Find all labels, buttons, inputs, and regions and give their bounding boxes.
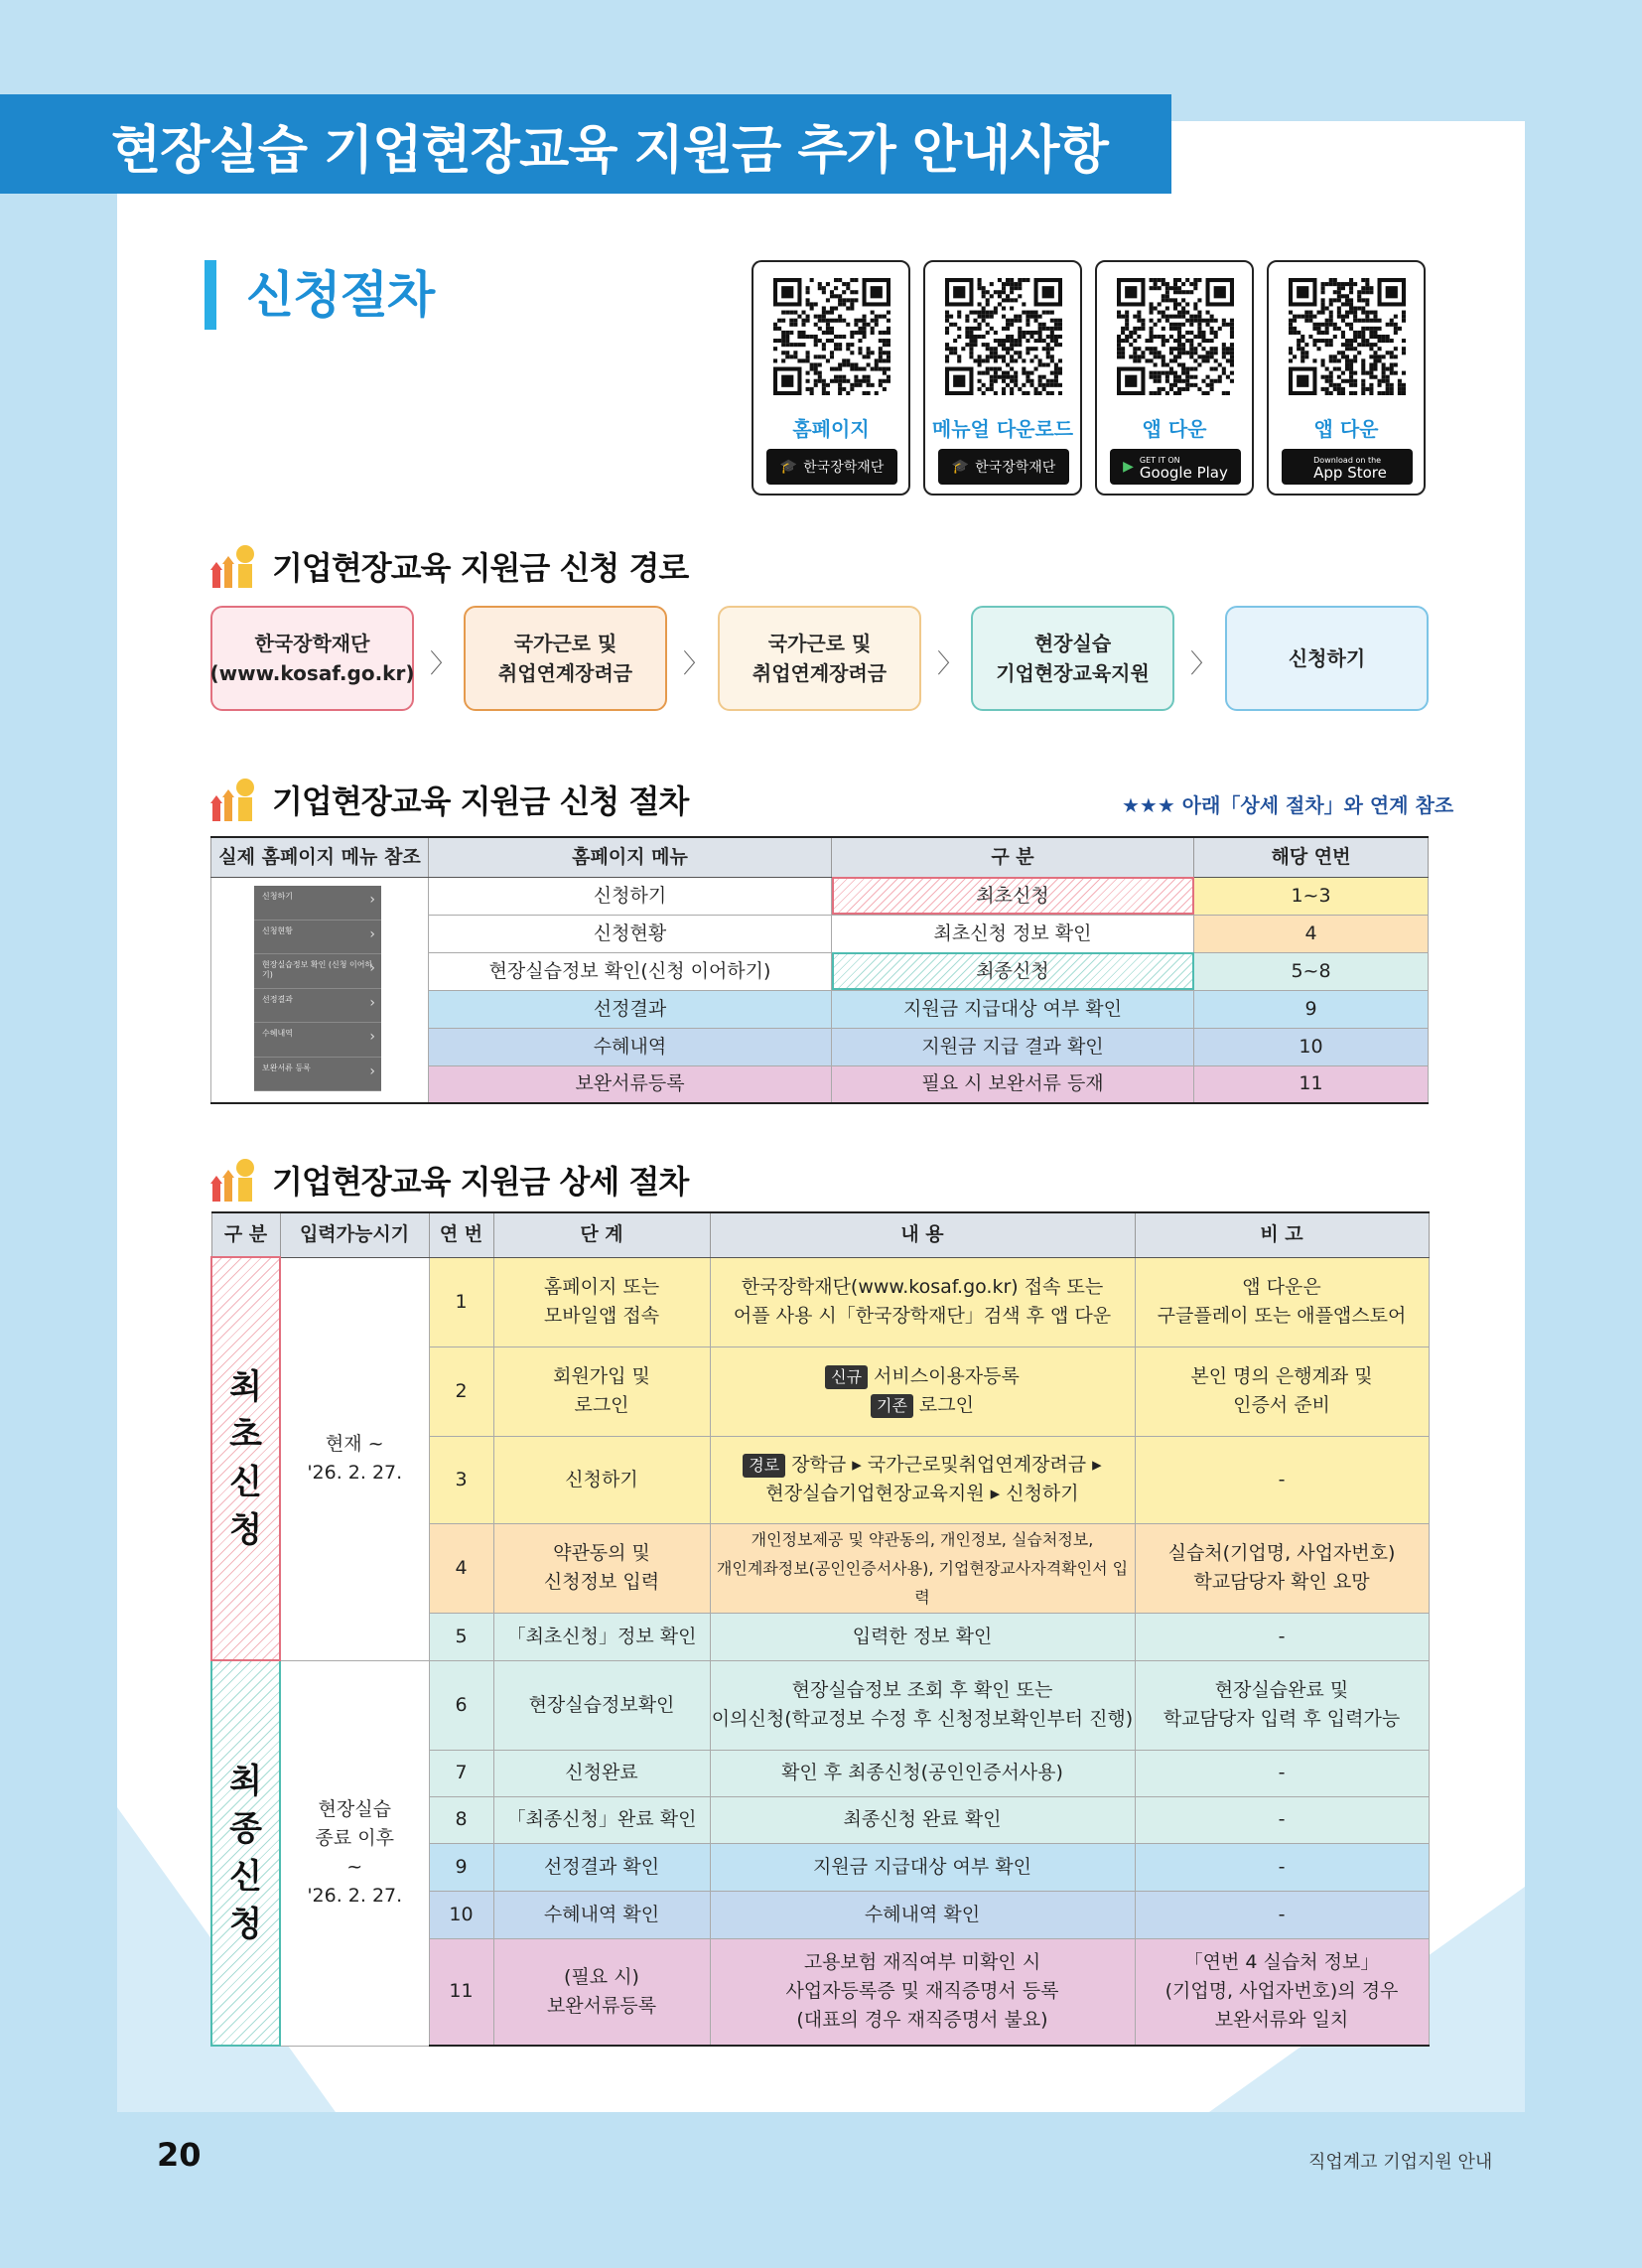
chart-coin-icon bbox=[210, 542, 258, 590]
note-cell bbox=[1135, 1257, 1429, 1347]
menu-cell: 신청하기 bbox=[429, 877, 832, 915]
note-text: 본인 명의 은행계좌 및 인증서 준비 bbox=[1190, 1365, 1373, 1416]
content-cell bbox=[710, 1523, 1135, 1613]
note-text: 앱 다운은 구글플레이 또는 애플앱스토어 bbox=[1157, 1276, 1407, 1327]
note-cell: - bbox=[1135, 1796, 1429, 1843]
qr-code-icon bbox=[1117, 278, 1234, 395]
content-text: 현장실습정보 조회 후 확인 또는 이의신청(학교정보 수정 후 신청정보확인부터 진행) bbox=[711, 1679, 1134, 1730]
kind-cell: 최초신청 정보 확인 bbox=[832, 915, 1194, 952]
detail-table bbox=[210, 1211, 1430, 2047]
badge-subtext: Download on the bbox=[1313, 456, 1382, 465]
step-cell bbox=[493, 1523, 710, 1613]
table-header-row bbox=[211, 1212, 1429, 1257]
note-cell: - bbox=[1135, 1843, 1429, 1891]
step-cell: 선정결과 확인 bbox=[493, 1843, 710, 1891]
reference-note: ★★★ 아래「상세 절차」와 연계 참조 bbox=[1122, 793, 1454, 817]
homepage-menu-screenshot bbox=[254, 886, 381, 1091]
route-step-5 bbox=[1225, 606, 1429, 711]
content-text: 고용보험 재직여부 미확인 시 사업자등록증 및 재직증명서 등록 (대표의 경우 재직증명서 불요) bbox=[785, 1951, 1059, 2032]
graduation-cap-icon: 🎓 bbox=[779, 459, 798, 475]
route-step-1 bbox=[210, 606, 414, 711]
column-header: 구 분 bbox=[211, 1212, 280, 1257]
content-cell bbox=[710, 1938, 1135, 2046]
existing-user-tag: 기존 bbox=[871, 1394, 913, 1418]
number-cell: 5 bbox=[429, 1613, 493, 1660]
google-play-badge bbox=[1110, 449, 1241, 485]
new-user-tag: 신규 bbox=[825, 1365, 868, 1389]
menu-cell: 선정결과 bbox=[429, 990, 832, 1028]
kind-cell: 지원금 지급 결과 확인 bbox=[832, 1028, 1194, 1065]
step-cell: 「최종신청」완료 확인 bbox=[493, 1796, 710, 1843]
qr-label: 홈페이지 bbox=[792, 417, 870, 441]
step-text: 홈페이지 또는 모바일앱 접속 bbox=[543, 1276, 660, 1327]
step-cell bbox=[493, 1257, 710, 1347]
column-header: 입력가능시기 bbox=[280, 1212, 429, 1257]
content-cell: 최종신청 완료 확인 bbox=[710, 1796, 1135, 1843]
kind-cell: 최초신청 bbox=[832, 877, 1194, 915]
column-header: 연 번 bbox=[429, 1212, 493, 1257]
route-step-3 bbox=[718, 606, 921, 711]
badge-text: Google Play bbox=[1139, 464, 1228, 482]
chevron-right-icon: 〉 bbox=[937, 649, 964, 679]
note-cell: - bbox=[1135, 1891, 1429, 1938]
section-title bbox=[205, 260, 434, 330]
table-header-row bbox=[211, 837, 1429, 877]
section-title-text: 신청절차 bbox=[246, 266, 435, 324]
menu-shot-item: 보완서류 등록 › bbox=[254, 1058, 381, 1092]
content-cell bbox=[710, 1347, 1135, 1436]
kosaf-badge bbox=[766, 449, 897, 485]
number-cell: 4 bbox=[429, 1523, 493, 1613]
column-header: 비 고 bbox=[1135, 1212, 1429, 1257]
route-step-4 bbox=[971, 606, 1174, 711]
number-cell: 3 bbox=[429, 1436, 493, 1523]
table-row bbox=[211, 1257, 1429, 1347]
number-cell: 10 bbox=[1194, 1028, 1429, 1065]
phase-final-label bbox=[211, 1660, 280, 2046]
badge-text: App Store bbox=[1313, 464, 1387, 482]
badge-text: 한국장학재단 bbox=[803, 460, 885, 476]
route-step-2 bbox=[464, 606, 667, 711]
route-step-label: 현장실습 기업현장교육지원 bbox=[996, 632, 1150, 685]
menu-cell: 신청현황 bbox=[429, 915, 832, 952]
route-tag: 경로 bbox=[743, 1454, 785, 1478]
menu-shot-item: 신청하기 › bbox=[254, 886, 381, 921]
number-cell: 2 bbox=[429, 1347, 493, 1436]
route-step-label: 신청하기 bbox=[1288, 646, 1366, 670]
step-cell: 신청완료 bbox=[493, 1750, 710, 1796]
menu-cell: 보완서류등록 bbox=[429, 1065, 832, 1103]
note-cell: - bbox=[1135, 1436, 1429, 1523]
note-cell: - bbox=[1135, 1750, 1429, 1796]
menu-shot-item: 신청현황 › bbox=[254, 921, 381, 955]
chevron-right-icon: 〉 bbox=[683, 649, 710, 679]
route-step-label: 국가근로 및 취업연계장려금 bbox=[497, 632, 633, 685]
chevron-right-icon: 〉 bbox=[1190, 649, 1217, 679]
content-text: 장학금 ▸ 국가근로및취업연계장려금 ▸ bbox=[791, 1454, 1102, 1476]
qr-code-icon bbox=[1289, 278, 1406, 395]
procedure-heading bbox=[210, 775, 688, 824]
app-store-badge bbox=[1282, 449, 1413, 485]
content-cell bbox=[710, 1436, 1135, 1523]
step-text: (필요 시) 보완서류등록 bbox=[546, 1965, 657, 2017]
menu-cell: 현장실습정보 확인(신청 이어하기) bbox=[429, 952, 832, 990]
route-heading bbox=[210, 541, 688, 591]
chevron-right-icon: 〉 bbox=[430, 649, 457, 679]
qr-label: 앱 다운 bbox=[1142, 417, 1207, 441]
google-play-icon: ▶ bbox=[1123, 459, 1134, 475]
number-cell: 8 bbox=[429, 1796, 493, 1843]
step-cell bbox=[493, 1938, 710, 2046]
table-row bbox=[211, 1660, 1429, 1750]
kosaf-badge bbox=[938, 449, 1069, 485]
procedure-heading-text: 기업현장교육 지원금 신청 절차 bbox=[272, 782, 689, 820]
number-cell: 7 bbox=[429, 1750, 493, 1796]
route-heading-text: 기업현장교육 지원금 신청 경로 bbox=[272, 549, 689, 587]
note-cell bbox=[1135, 1523, 1429, 1613]
menu-cell: 수혜내역 bbox=[429, 1028, 832, 1065]
page-title: 현장실습 기업현장교육 지원금 추가 안내사항 bbox=[111, 121, 1108, 181]
step-text: 약관동의 및 신청정보 입력 bbox=[543, 1542, 660, 1593]
period-cell bbox=[280, 1660, 429, 2046]
content-cell: 확인 후 최종신청(공인인증서사용) bbox=[710, 1750, 1135, 1796]
number-cell: 1 bbox=[429, 1257, 493, 1347]
number-cell: 5~8 bbox=[1194, 952, 1429, 990]
footer-text: 직업계고 기업지원 안내 bbox=[1308, 2152, 1493, 2173]
qr-card-manual[interactable] bbox=[923, 260, 1082, 496]
kind-cell: 필요 시 보완서류 등재 bbox=[832, 1065, 1194, 1103]
note-cell bbox=[1135, 1347, 1429, 1436]
content-text: 서비스이용자등록 bbox=[874, 1365, 1020, 1387]
number-cell: 6 bbox=[429, 1660, 493, 1750]
qr-code-icon bbox=[773, 278, 890, 395]
note-cell: - bbox=[1135, 1613, 1429, 1660]
qr-card-google-play[interactable] bbox=[1095, 260, 1254, 496]
phase-text: 최 종 신 청 bbox=[229, 1762, 262, 1944]
content-text: 로그인 bbox=[918, 1394, 974, 1416]
step-text: 회원가입 및 로그인 bbox=[553, 1365, 650, 1416]
step-cell: 현장실습정보확인 bbox=[493, 1660, 710, 1750]
menu-shot-item: 선정결과 › bbox=[254, 989, 381, 1024]
period-text: 현장실습 종료 이후 ~ '26. 2. 27. bbox=[307, 1798, 403, 1907]
column-header: 홈페이지 메뉴 bbox=[429, 837, 832, 877]
qr-card-homepage[interactable] bbox=[752, 260, 910, 496]
number-cell: 11 bbox=[429, 1938, 493, 2046]
step-cell: 수혜내역 확인 bbox=[493, 1891, 710, 1938]
qr-label: 메뉴얼 다운로드 bbox=[931, 417, 1074, 441]
menu-shot-item: 수혜내역 › bbox=[254, 1023, 381, 1058]
content-cell: 입력한 정보 확인 bbox=[710, 1613, 1135, 1660]
step-cell bbox=[493, 1347, 710, 1436]
number-cell: 9 bbox=[429, 1843, 493, 1891]
note-cell bbox=[1135, 1660, 1429, 1750]
column-header: 내 용 bbox=[710, 1212, 1135, 1257]
route-step-label: 한국장학재단 (www.kosaf.go.kr) bbox=[209, 632, 415, 685]
note-text: 실습처(기업명, 사업자번호) 학교담당자 확인 요망 bbox=[1167, 1542, 1396, 1593]
content-cell: 수혜내역 확인 bbox=[710, 1891, 1135, 1938]
title-bar bbox=[0, 94, 1171, 194]
column-header: 단 계 bbox=[493, 1212, 710, 1257]
qr-code-icon bbox=[945, 278, 1062, 395]
note-text: 「연번 4 실습처 정보」 (기업명, 사업자번호)의 경우 보완서류와 일치 bbox=[1164, 1951, 1399, 2032]
note-text: 현장실습완료 및 학교담당자 입력 후 입력가능 bbox=[1163, 1679, 1401, 1730]
menu-shot-item: 현장실습정보 확인 (신청 이어하기) › bbox=[254, 954, 381, 989]
content-text: 한국장학재단(www.kosaf.go.kr) 접속 또는 어플 사용 시「한국장학재단」검색 후 앱 다운 bbox=[733, 1276, 1112, 1327]
content-cell bbox=[710, 1257, 1135, 1347]
chart-coin-icon bbox=[210, 776, 258, 823]
content-text: 현장실습기업현장교육지원 ▸ 신청하기 bbox=[765, 1483, 1079, 1504]
step-cell: 「최초신청」정보 확인 bbox=[493, 1613, 710, 1660]
content-cell bbox=[710, 1660, 1135, 1750]
note-cell bbox=[1135, 1938, 1429, 2046]
number-cell: 11 bbox=[1194, 1065, 1429, 1103]
content-cell: 지원금 지급대상 여부 확인 bbox=[710, 1843, 1135, 1891]
phase-text: 최 초 신 청 bbox=[229, 1367, 262, 1550]
badge-text: 한국장학재단 bbox=[975, 460, 1056, 476]
content-text: 개인정보제공 및 약관동의, 개인정보, 실습처정보, 개인계좌정보(공인인증서사용), 기업현장교사자격확인서 입력 bbox=[716, 1529, 1129, 1607]
chart-coin-icon bbox=[210, 1156, 258, 1204]
graduation-cap-icon: 🎓 bbox=[951, 459, 970, 475]
qr-card-app-store[interactable] bbox=[1267, 260, 1426, 496]
kind-cell: 최종신청 bbox=[832, 952, 1194, 990]
number-cell: 9 bbox=[1194, 990, 1429, 1028]
detail-heading bbox=[210, 1155, 688, 1205]
phase-initial-label bbox=[211, 1257, 280, 1660]
column-header: 해당 연번 bbox=[1194, 837, 1429, 877]
kind-cell: 지원금 지급대상 여부 확인 bbox=[832, 990, 1194, 1028]
route-step-label: 국가근로 및 취업연계장려금 bbox=[752, 632, 888, 685]
number-cell: 4 bbox=[1194, 915, 1429, 952]
qr-label: 앱 다운 bbox=[1313, 417, 1379, 441]
page-number: 20 bbox=[157, 2136, 202, 2174]
procedure-table bbox=[210, 836, 1429, 1104]
table-row bbox=[211, 877, 1429, 915]
column-header: 구 분 bbox=[832, 837, 1194, 877]
step-cell: 신청하기 bbox=[493, 1436, 710, 1523]
column-header: 실제 홈페이지 메뉴 참조 bbox=[211, 837, 429, 877]
period-cell bbox=[280, 1257, 429, 1660]
period-text: 현재 ~ '26. 2. 27. bbox=[307, 1433, 403, 1484]
number-cell: 10 bbox=[429, 1891, 493, 1938]
badge-subtext: GET IT ON bbox=[1139, 456, 1180, 465]
number-cell: 1~3 bbox=[1194, 877, 1429, 915]
detail-heading-text: 기업현장교육 지원금 상세 절차 bbox=[272, 1163, 689, 1201]
